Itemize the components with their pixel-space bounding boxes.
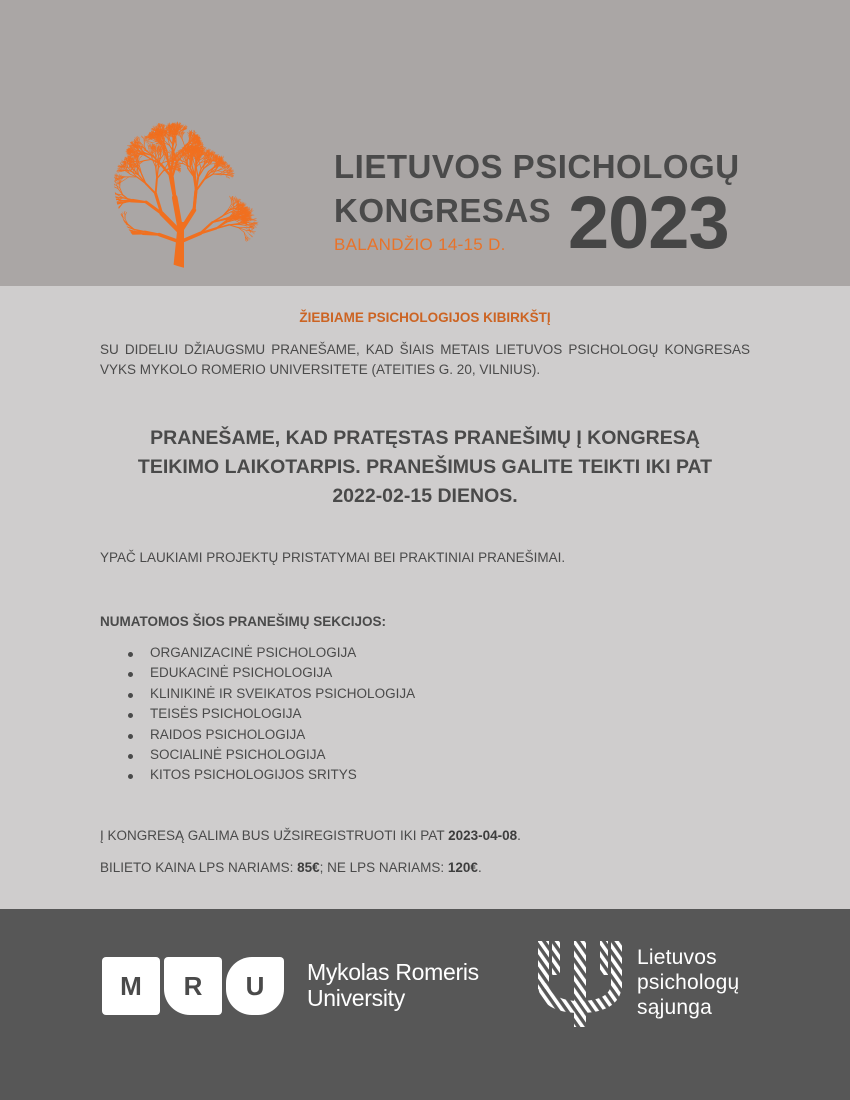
sections-list: [100, 643, 415, 786]
mru-logo-r: R: [164, 957, 222, 1015]
list-item: ORGANIZACINĖ PSICHOLOGIJA: [100, 643, 415, 663]
congress-year: 2023: [568, 181, 729, 264]
footer-banner: [0, 909, 850, 1100]
announcement-line3: 2022-02-15 DIENOS.: [332, 485, 518, 507]
list-item: KITOS PSICHOLOGIJOS SRITYS: [100, 765, 415, 785]
registration-info: [100, 828, 521, 843]
mru-name: [307, 959, 479, 1011]
mru-name-line2: University: [307, 985, 405, 1011]
price-text-nonmembers: ; NE LPS NARIAMS:: [319, 860, 448, 875]
congress-title-line2: KONGRESAS: [334, 192, 552, 229]
price-end: .: [477, 860, 482, 875]
price-nonmembers: 120€: [447, 860, 478, 875]
list-item: EDUKACINĖ PSICHOLOGIJA: [100, 663, 415, 683]
congress-title-line1: LIETUVOS PSICHOLOGŲ: [334, 148, 740, 185]
list-item: TEISĖS PSICHOLOGIJA: [100, 704, 415, 724]
lps-name-line2: psichologų: [637, 971, 740, 994]
mru-logo-u: U: [226, 957, 284, 1015]
sections-title: NUMATOMOS ŠIOS PRANEŠIMŲ SEKCIJOS:: [100, 614, 387, 629]
lps-name: [637, 945, 739, 1020]
congress-dates: BALANDŽIO 14-15 D.: [334, 235, 506, 254]
kicker-heading: ŽIEBIAME PSICHOLOGIJOS KIBIRKŠTĮ: [299, 310, 551, 325]
price-text-members: BILIETO KAINA LPS NARIAMS:: [100, 860, 298, 875]
ticket-price-info: [100, 860, 482, 875]
mru-logo-m: M: [102, 957, 160, 1015]
lps-psi-logo-icon: [536, 939, 624, 1027]
announcement-line2: TEIKIMO LAIKOTARPIS. PRANEŠIMUS GALITE TEIKTI IKI PAT: [137, 456, 713, 478]
header-banner: [0, 0, 850, 286]
list-item: RAIDOS PSICHOLOGIJA: [100, 725, 415, 745]
announcement: [100, 424, 750, 511]
registration-end: .: [517, 828, 521, 843]
lps-name-line1: Lietuvos: [637, 946, 717, 969]
registration-text: Į KONGRESĄ GALIMA BUS UŽSIREGISTRUOTI IKI PAT: [100, 828, 449, 843]
lps-name-line3: sąjunga: [637, 996, 712, 1019]
registration-date: 2023-04-08: [448, 828, 518, 843]
special-note: YPAČ LAUKIAMI PROJEKTŲ PRISTATYMAI BEI PRAKTINIAI PRANEŠIMAI.: [100, 550, 566, 565]
list-item: KLINIKINĖ IR SVEIKATOS PSICHOLOGIJA: [100, 684, 415, 704]
list-item: SOCIALINĖ PSICHOLOGIJA: [100, 745, 415, 765]
mru-name-line1: Mykolas Romeris: [307, 959, 479, 985]
intro-paragraph: SU DIDELIU DŽIAUGSMU PRANEŠAME, KAD ŠIAIS METAIS LIETUVOS PSICHOLOGŲ KONGRESAS VYKS MYKOLO ROMERIO UNIVERSITETE (ATEITIES G. 20, VILNIUS).: [100, 342, 750, 377]
tree-brain-logo-icon: [112, 92, 298, 280]
price-members: 85€: [297, 860, 320, 875]
announcement-line1: PRANEŠAME, KAD PRATĘSTAS PRANEŠIMŲ Į KONGRESĄ: [150, 427, 700, 449]
